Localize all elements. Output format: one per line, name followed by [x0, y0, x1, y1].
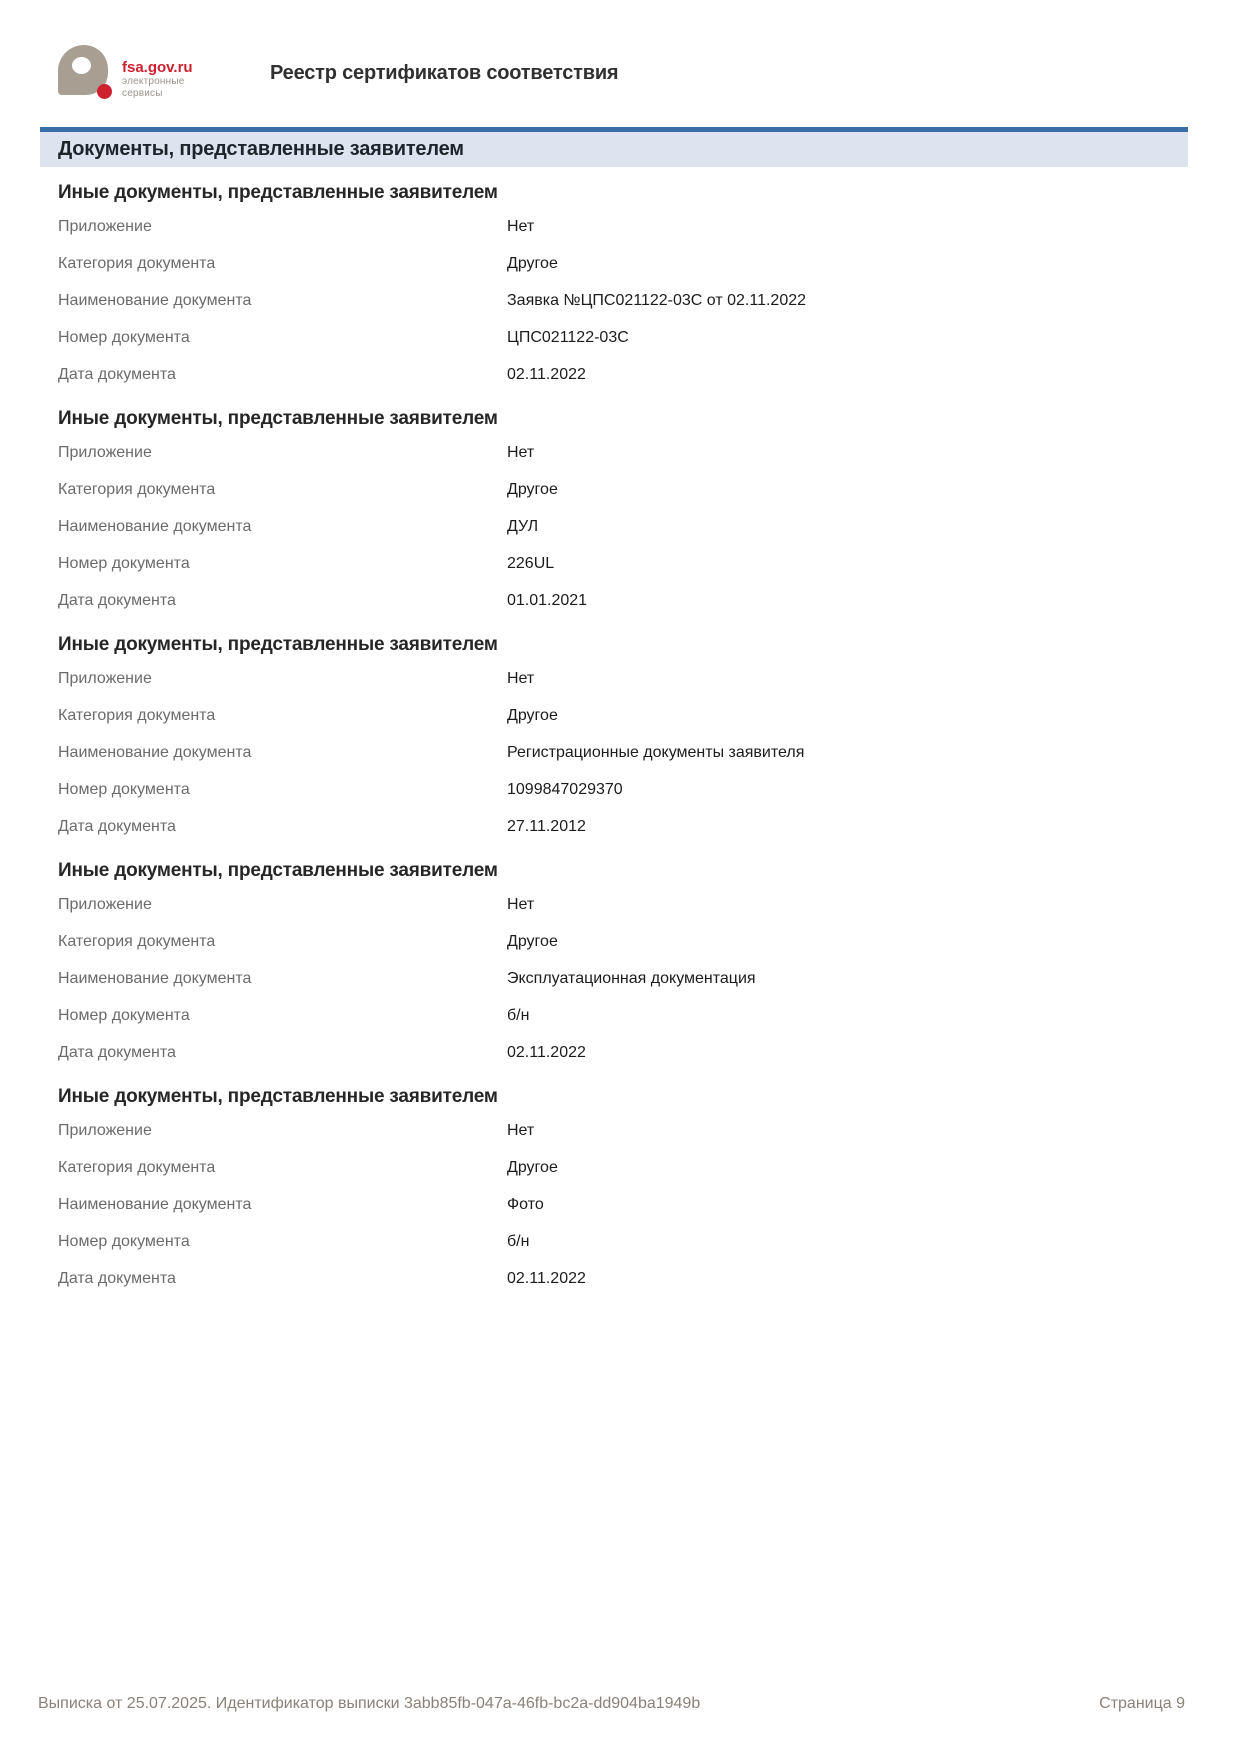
field-label: Номер документа [58, 1006, 190, 1024]
field-row [58, 960, 1188, 997]
document-section [58, 633, 1188, 845]
field-label: Категория документа [58, 706, 216, 724]
field-value: Нет [507, 443, 535, 461]
field-row [58, 886, 1188, 923]
field-rows [58, 660, 1188, 845]
field-value: Другое [507, 480, 558, 498]
field-row [58, 582, 1188, 619]
field-label: Категория документа [58, 480, 216, 498]
sections-container [40, 181, 1188, 1297]
logo-brand: fsa.gov.ru [122, 58, 193, 76]
document-section [58, 1085, 1188, 1297]
field-row [58, 697, 1188, 734]
field-row [58, 508, 1188, 545]
field-value: 27.11.2012 [507, 817, 586, 835]
field-label: Наименование документа [58, 969, 252, 987]
field-row [58, 771, 1188, 808]
field-rows [58, 434, 1188, 619]
field-label: Категория документа [58, 254, 216, 272]
field-label: Номер документа [58, 1232, 190, 1250]
field-value: 226UL [507, 554, 555, 572]
field-label: Наименование документа [58, 291, 252, 309]
document-section [58, 859, 1188, 1071]
field-label: Наименование документа [58, 1195, 252, 1213]
field-row [58, 471, 1188, 508]
field-label: Приложение [58, 1121, 152, 1139]
document-section [58, 407, 1188, 619]
field-value: Нет [507, 1121, 535, 1139]
field-rows [58, 208, 1188, 393]
fsa-logo-icon [58, 45, 114, 101]
field-row [58, 1112, 1188, 1149]
field-value: Нет [507, 217, 535, 235]
field-row [58, 734, 1188, 771]
section-title: Иные документы, представленные заявителем [58, 634, 498, 655]
field-row [58, 923, 1188, 960]
field-label: Номер документа [58, 780, 190, 798]
field-value: Другое [507, 932, 558, 950]
field-value: Другое [507, 706, 558, 724]
fsa-logo [58, 45, 228, 101]
field-row [58, 997, 1188, 1034]
section-banner [40, 127, 1188, 167]
field-value: ДУЛ [507, 517, 539, 535]
field-rows [58, 1112, 1188, 1297]
field-value: б/н [507, 1232, 530, 1250]
field-row [58, 208, 1188, 245]
logo-text [122, 59, 228, 101]
field-label: Дата документа [58, 591, 176, 609]
field-value: Заявка №ЦПС021122-03С от 02.11.2022 [507, 291, 807, 309]
field-row [58, 282, 1188, 319]
field-label: Номер документа [58, 554, 190, 572]
field-row [58, 245, 1188, 282]
field-label: Дата документа [58, 1269, 176, 1287]
field-row [58, 660, 1188, 697]
field-row [58, 1260, 1188, 1297]
field-value: 02.11.2022 [507, 1043, 586, 1061]
field-label: Приложение [58, 895, 152, 913]
field-label: Дата документа [58, 817, 176, 835]
field-row [58, 1186, 1188, 1223]
section-title: Иные документы, представленные заявителем [58, 182, 498, 203]
field-label: Приложение [58, 669, 152, 687]
field-value: Фото [507, 1195, 544, 1213]
section-title: Иные документы, представленные заявителем [58, 1086, 498, 1107]
page-number: Страница 9 [1099, 1695, 1185, 1712]
field-rows [58, 886, 1188, 1071]
field-value: 02.11.2022 [507, 365, 586, 383]
field-row [58, 1223, 1188, 1260]
field-value: Регистрационные документы заявителя [507, 743, 805, 761]
page-footer [38, 1695, 1185, 1713]
field-row [58, 319, 1188, 356]
field-label: Приложение [58, 443, 152, 461]
field-value: б/н [507, 1006, 530, 1024]
field-label: Дата документа [58, 1043, 176, 1061]
field-value: Другое [507, 1158, 558, 1176]
field-value: Нет [507, 669, 535, 687]
section-title: Иные документы, представленные заявителем [58, 408, 498, 429]
field-value: 02.11.2022 [507, 1269, 586, 1287]
field-row [58, 545, 1188, 582]
field-value: ЦПС021122-03С [507, 328, 629, 346]
field-value: Нет [507, 895, 535, 913]
field-value: Эксплуатационная документация [507, 969, 756, 987]
field-row [58, 1149, 1188, 1186]
document-section [58, 181, 1188, 393]
extract-info: Выписка от 25.07.2025. Идентификатор выписки 3abb85fb-047a-46fb-bc2a-dd904ba1949b [38, 1695, 701, 1712]
field-row [58, 434, 1188, 471]
field-row [58, 808, 1188, 845]
field-label: Наименование документа [58, 743, 252, 761]
field-label: Наименование документа [58, 517, 252, 535]
field-label: Категория документа [58, 932, 216, 950]
red-dot-icon [97, 84, 112, 99]
banner-title: Документы, представленные заявителем [58, 138, 464, 160]
field-label: Дата документа [58, 365, 176, 383]
field-value: 1099847029370 [507, 780, 623, 798]
field-row [58, 356, 1188, 393]
field-label: Категория документа [58, 1158, 216, 1176]
section-title: Иные документы, представленные заявителем [58, 860, 498, 881]
document-title: Реестр сертификатов соответствия [270, 61, 619, 84]
field-row [58, 1034, 1188, 1071]
field-label: Номер документа [58, 328, 190, 346]
field-value: 01.01.2021 [507, 591, 588, 609]
page-header [40, 0, 1188, 104]
field-label: Приложение [58, 217, 152, 235]
logo-tagline: электронные сервисы [122, 76, 185, 99]
field-value: Другое [507, 254, 558, 272]
